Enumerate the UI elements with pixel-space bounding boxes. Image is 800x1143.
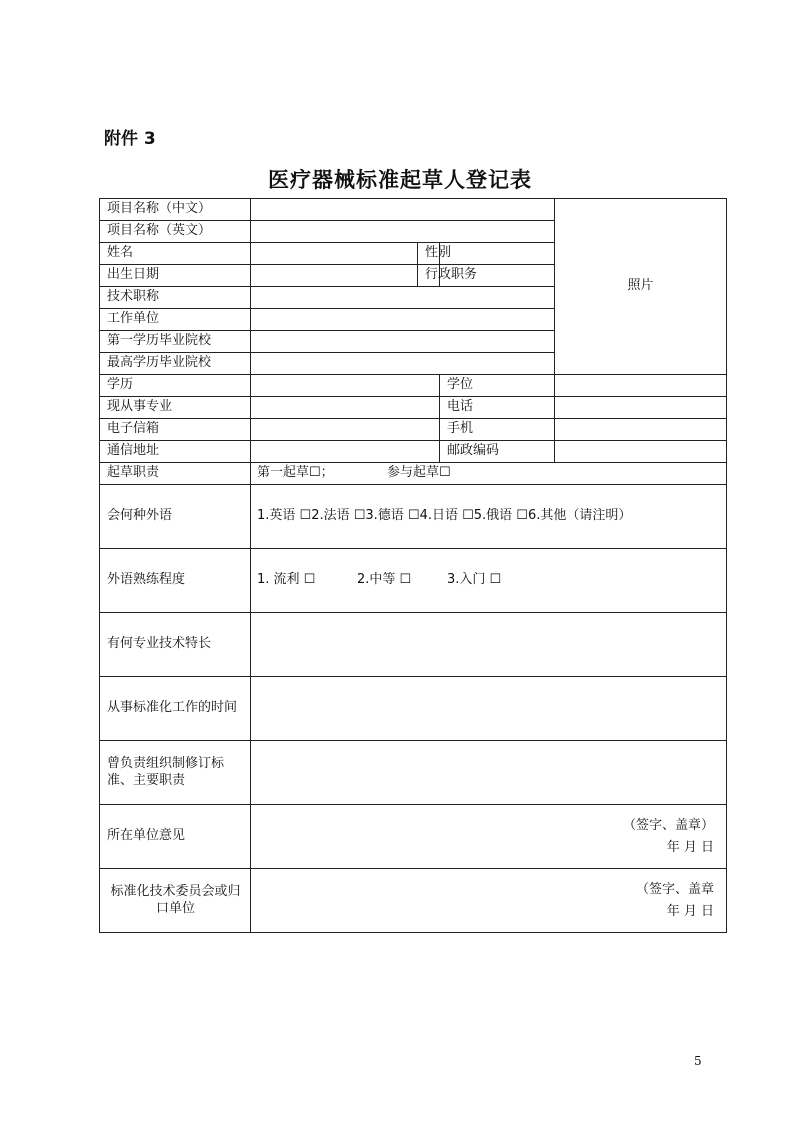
tech-title-label: 技术职称	[100, 287, 251, 309]
name-field[interactable]	[251, 243, 418, 265]
proficiency-options	[251, 549, 727, 613]
education-label: 学历	[100, 375, 251, 397]
project-name-cn-field[interactable]	[251, 199, 555, 221]
name-label: 姓名	[100, 243, 251, 265]
postcode-field[interactable]	[555, 441, 727, 463]
current-major-field[interactable]	[251, 397, 440, 419]
role-options	[251, 463, 727, 485]
project-name-cn-label: 项目名称（中文）	[100, 199, 251, 221]
unit-opinion-label: 所在单位意见	[100, 805, 251, 869]
degree-field[interactable]	[555, 375, 727, 397]
role-first-option[interactable]: 第一起草☐；	[257, 465, 334, 481]
committee-field[interactable]	[251, 869, 727, 933]
standardization-time-label: 从事标准化工作的时间	[100, 677, 251, 741]
committee-label: 标准化技术委员会或归口单位	[100, 869, 251, 933]
form-title: 医疗器械标准起草人登记表	[268, 168, 532, 192]
proficiency-label: 外语熟练程度	[100, 549, 251, 613]
degree-label: 学位	[440, 375, 555, 397]
role-label: 起草职责	[100, 463, 251, 485]
admin-position-label: 行政职务	[418, 265, 440, 287]
proficiency-intermediate-option[interactable]: 2.中等 ☐	[357, 572, 412, 588]
page-number: 5	[694, 1054, 702, 1068]
registration-form-table	[99, 198, 727, 933]
role-participant-option[interactable]: 参与起草☐	[387, 465, 451, 481]
expertise-label: 有何专业技术特长	[100, 613, 251, 677]
proficiency-fluent-option[interactable]: 1. 流利 ☐	[257, 572, 316, 588]
education-field[interactable]	[251, 375, 440, 397]
phone-label: 电话	[440, 397, 555, 419]
committee-date: 年 月 日	[666, 903, 714, 919]
email-label: 电子信箱	[100, 419, 251, 441]
prior-standards-field[interactable]	[251, 741, 727, 805]
first-degree-school-field[interactable]	[251, 331, 555, 353]
proficiency-beginner-option[interactable]: 3.入门 ☐	[447, 572, 502, 588]
current-major-label: 现从事专业	[100, 397, 251, 419]
address-label: 通信地址	[100, 441, 251, 463]
email-field[interactable]	[251, 419, 440, 441]
address-field[interactable]	[251, 441, 440, 463]
tech-title-field[interactable]	[251, 287, 555, 309]
photo-area[interactable]	[555, 199, 727, 375]
gender-label: 性别	[418, 243, 440, 265]
unit-opinion-field[interactable]	[251, 805, 727, 869]
committee-sign: （签字、盖章	[635, 881, 714, 897]
unit-opinion-sign: （签字、盖章）	[622, 817, 714, 833]
workplace-field[interactable]	[251, 309, 555, 331]
highest-degree-school-field[interactable]	[251, 353, 555, 375]
mobile-label: 手机	[440, 419, 555, 441]
gender-field[interactable]	[440, 243, 555, 265]
languages-options[interactable]: 1.英语 ☐2.法语 ☐3.德语 ☐4.日语 ☐5.俄语 ☐6.其他（请注明）	[251, 485, 727, 549]
first-degree-school-label: 第一学历毕业院校	[100, 331, 251, 353]
mobile-field[interactable]	[555, 419, 727, 441]
highest-degree-school-label: 最高学历毕业院校	[100, 353, 251, 375]
workplace-label: 工作单位	[100, 309, 251, 331]
birth-date-label: 出生日期	[100, 265, 251, 287]
postcode-label: 邮政编码	[440, 441, 555, 463]
prior-standards-label: 曾负责组织制修订标准、主要职责	[100, 741, 251, 805]
attachment-label: 附件 3	[104, 129, 156, 149]
photo-label: 照片	[627, 278, 654, 294]
expertise-field[interactable]	[251, 613, 727, 677]
unit-opinion-date: 年 月 日	[666, 839, 714, 855]
project-name-en-field[interactable]	[251, 221, 555, 243]
languages-label: 会何种外语	[100, 485, 251, 549]
project-name-en-label: 项目名称（英文）	[100, 221, 251, 243]
birth-date-field[interactable]	[251, 265, 418, 287]
phone-field[interactable]	[555, 397, 727, 419]
standardization-time-field[interactable]	[251, 677, 727, 741]
